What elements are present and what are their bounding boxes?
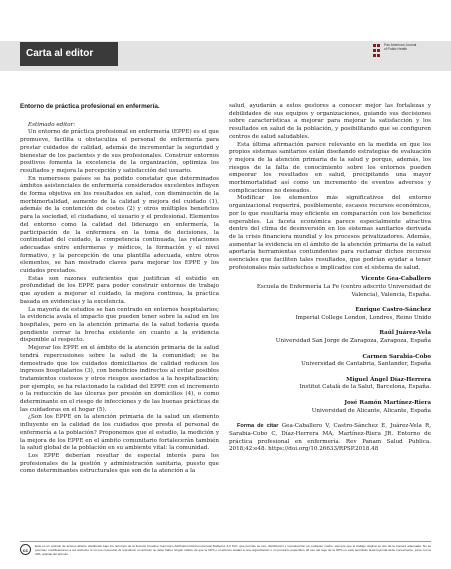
paragraph: Esta última afirmación parece relevante en la medida en que los propios sistemas sanitarios están diseñando estrategias de evaluación y mejora de la atención primaria de la salud y porque, además, los riesgos de la falta de conocimiento sobre los entornos pueden empeorar los resultados en salud, precipitando una mayor morbimortalidad así como un incremento de eventos adversos y complicaciones no deseados. xyxy=(229,141,431,194)
paragraph: Modificar los elementos más significativos del entorno organizacional requerirá, posiblemente, escasos recursos económicos, por lo que resultaría muy eficiente en comparación con los beneficios esperables. La faceta económica parece especialmente atractiva dentro del clima de desinversión en los sistemas sanitarios derivada de la crisis financiera mundial y los procesos privatizadores. Además, aumentar la evidencia en el ámbito de la atención primaria de la salud aportaría herramientas contundentes para reclamar dichos recursos esenciales que faciliten tales resultados, que podrían ayudar a tener profesionales más satisfechos e implicados con el sistema de salud. xyxy=(229,195,431,271)
creative-commons-icon: cc xyxy=(20,544,31,555)
paragraph: En numerosos países se ha podido constatar que determinados ámbitos asistenciales de enfermería considerados excelentes influyen de forma objetiva en los resultados en salud, con disminución de la morbimortalidad, aumento de la calidad y mejora del cuidado (1), además de la contención de costes (2) y otros múltiples beneficios para la sociedad, el ciudadano, el usuario y el profesional. Elementos del entorno como la calidad del liderazgo en enfermería, la participación de la enfermera en la toma de decisiones, la continuidad del cuidado, la competencia continuada, las relaciones adecuadas entre enfermeras y médicos, la formación y el nivel formativo, y la percepción de una plantilla adecuada, entre otros elementos, se han mostrado claves para mejorar los EPPE y los cuidados prestados. xyxy=(20,175,219,275)
footer-divider xyxy=(20,541,431,542)
author-name: Vicente Gea-Caballero xyxy=(361,276,431,283)
author-name: Raúl Juárez-Vela xyxy=(379,330,431,337)
citation xyxy=(229,423,431,454)
author-affiliation: Universidad San Jorge de Zaragoza, Zaragoza, España xyxy=(275,338,431,345)
paragraph: Un entorno de práctica profesional en enfermería (EPPE) es el que promueve, facilita u obstaculiza el personal de enfermería para prestar cuidados de calidad, además de incrementar la seguridad y bienestar de los pacientes y de sus profesionales. Construir entornos positivos fomenta la excelencia de la organización, optimiza los resultados y mejora la percepción y satisfacción del usuario. xyxy=(20,129,219,174)
author-name: Miguel Ángel Díaz-Herrera xyxy=(346,376,431,383)
journal-logo-icon xyxy=(373,44,381,58)
paragraph: ¿Son los EPPE en la atención primaria de la salud un elemento influyente en la calidad de los cuidados que presta el personal de enfermería a la población? Proponemos que el estudio, la medición y la mejora de los EPPE en el ámbito comunitario fortalecerán también la salud global de la población en su ambiente vital: la comunidad. xyxy=(20,414,219,452)
author-affiliation: Institut Català de la Salut, Barcelona, España. xyxy=(299,384,431,391)
paragraph: salud, ayudarán a estos gestores a conocer mejor las fortalezas y debilidades de sus equipos y organizaciones, guiando sus decisiones sobre características a mejorar para mejorar la satisfacción y los resultados en salud de la población, y posibilitando que se configuren centros de salud saludables. xyxy=(229,103,431,140)
author-list xyxy=(229,276,431,415)
author-affiliation: Universidad de Alicante, Alicante, España xyxy=(311,407,431,414)
license-text: Este es un artículo de acceso abierto distribuido bajo los términos de la licencia Creative Commons Attribution-NonCommercial-NoDerivs 3.0 IGO, que permite su uso, distribución y reproducción en cualquier medio, siempre que el trabajo original se cite de la manera adecuada. No se permiten modificaciones a los artículos ni su uso comercial. Al reproducir un artículo no debe haber ningún indicio de que la OPS o el artículo avalan a una organización o un producto específico. El uso del logo de la OPS no está permitido. Esta leyenda debe conservarse, junto con la URL original del artículo. xyxy=(35,544,431,556)
author-affiliation: Imperial College London, Londres, Reino Unido xyxy=(295,314,431,321)
citation-text: Gea-Caballero V, Castro-Sánchez E, Juárez-Vela R, Sarabia-Cobo C, Díaz-Herrera MA, Martínez-Riera JR. Entorno de práctica profesional en enfermería. Rev Panam Salud Publica. 2018;42:e48. https://doi.org/10.26633/RPSP.2018.48 xyxy=(229,423,431,453)
left-column xyxy=(20,103,219,476)
author-affiliation: Escuela de Enfermería La Fe (centro adscrito Universidad de Valencia), Valencia, España. xyxy=(256,284,431,298)
journal-name-line2: of Public Health xyxy=(384,47,408,51)
right-column xyxy=(229,103,431,454)
section-title: Carta al editor xyxy=(20,42,118,66)
author-affiliation: Universidad de Cantabria, Santander, España xyxy=(301,361,431,368)
citation-label: Forma de citar xyxy=(237,423,279,430)
article-title: Entorno de práctica profesional en enfermería. xyxy=(20,103,160,110)
paragraph: La mayoría de estudios se han centrado en entornos hospitalarios; la evidencia avala el impacto que pueden tener sobre la salud en los hospitales, pero en la atención primaria de la salud todavía queda pendiente cerrar la brecha existente en cuanto a la evidencia disponible al respecto. xyxy=(20,306,219,344)
author-name: José Ramón Martínez-Riera xyxy=(344,400,431,406)
journal-name-line1: Pan American Journal xyxy=(384,43,417,47)
paragraph: Estas son razones suficientes que justifican el estudio en profundidad de los EPPE para poder construir entornos de trabajo que ayuden a mejorar el cuidado, la mejora continua, la práctica basada en evidencias y la excelencia. xyxy=(20,275,219,305)
salutation: Estimado editor: xyxy=(28,121,76,128)
author-name: Enrique Castro-Sánchez xyxy=(355,307,431,314)
journal-name xyxy=(384,43,444,51)
paragraph: Mejorar los EPPE en el ámbito de la atención primaria de la salud tendrá repercusiones sobre la salud de la comunidad; se ha demostrado que los cuidados domiciliarios de calidad reducen los ingresos hospitalarios (3), con beneficios indirectos al evitar posibles tratamientos costosos y otros riesgos asociados a la hospitalización; por ejemplo, se ha relacionado la calidad del EPPE con el incremento o la reducción de las úlceras por presión en domicilios (4), o como determinante en el riesgo de infecciones y de las buenas prácticas de las cuidadoras en el hogar (5). xyxy=(20,345,219,413)
author-name: Carmen Sarabia-Cobo xyxy=(362,353,431,360)
paragraph: Los EPPE deberían resultar de especial interés para los profesionales de la gestión y administración sanitaria, puesto que como determinantes estructurales que son de la atención a la xyxy=(20,452,219,475)
